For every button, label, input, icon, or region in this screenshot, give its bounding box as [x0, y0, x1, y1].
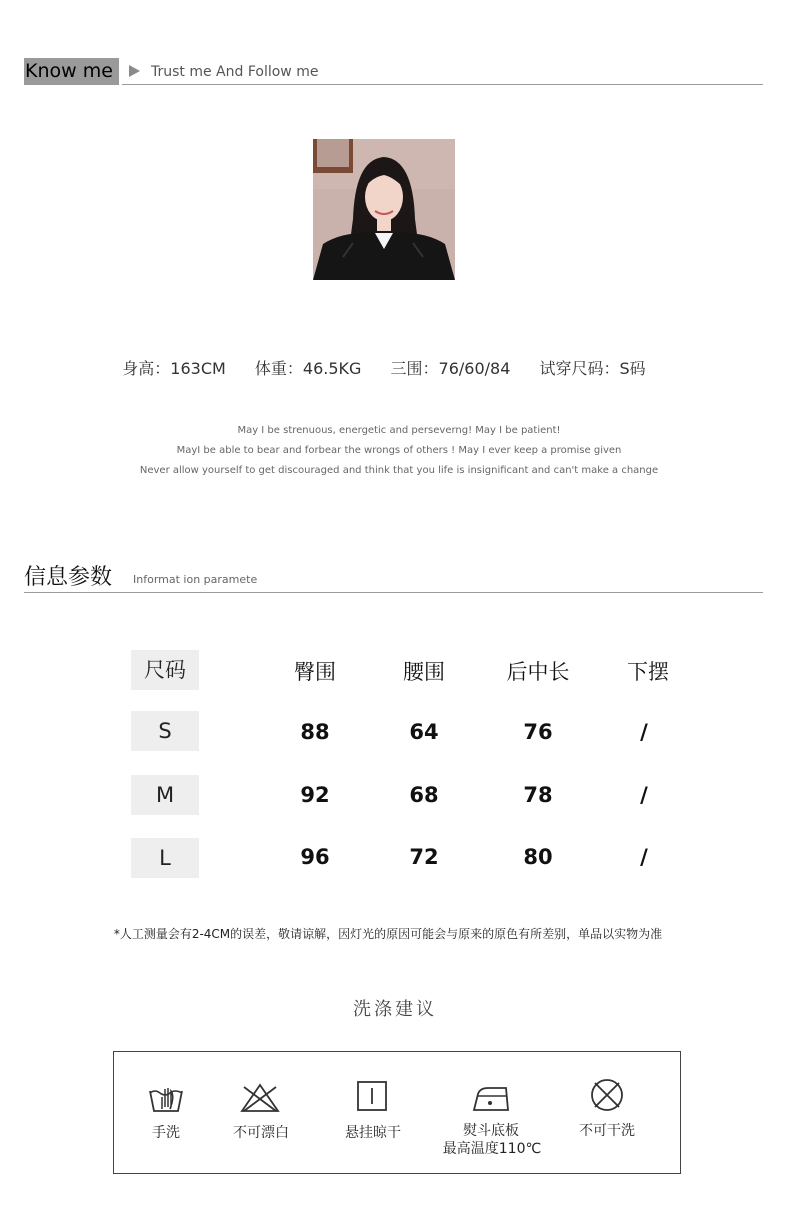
table-header-waist: 腰围 — [403, 660, 445, 684]
header-divider — [122, 84, 763, 85]
measurement-note: *人工测量会有2-4CM的误差，敬请谅解，因灯光的原因可能会与原来的原色有所差别，单品以实物为准 — [113, 927, 663, 941]
section-tagline: Trust me And Follow me — [151, 64, 319, 80]
hand-wash-icon — [148, 1083, 184, 1115]
table-header-hip: 臀围 — [294, 660, 336, 684]
table-header-length: 后中长 — [506, 660, 570, 684]
table-cell: 92 — [300, 783, 330, 807]
section-subtitle-info: Informat ion paramete — [133, 573, 258, 586]
no-bleach-icon — [240, 1083, 280, 1113]
wash-label: 悬挂晾干 — [345, 1125, 401, 1141]
no-dry-clean-icon — [589, 1077, 625, 1113]
motto-line: MayI be able to bear and forbear the wrongs of others ! May I ever keep a promise given — [176, 445, 622, 456]
table-cell: / — [640, 783, 648, 807]
washing-title: 洗涤建议 — [353, 999, 437, 1020]
motto-line: May I be strenuous, energetic and perseverng! May I be patient! — [237, 425, 561, 436]
table-header-hem: 下摆 — [627, 660, 669, 684]
model-fit-size: 试穿尺码：S码 — [539, 359, 646, 378]
table-cell: 88 — [300, 720, 330, 744]
table-cell: / — [640, 720, 648, 744]
table-header-size: 尺码 — [131, 650, 199, 690]
table-row-size: M — [131, 775, 199, 815]
wash-label: 不可干洗 — [579, 1123, 635, 1139]
wash-label: 熨斗底板 — [463, 1123, 519, 1139]
table-cell: 64 — [409, 720, 439, 744]
section-title-know-me: Know me — [24, 58, 119, 85]
wash-label-sub: 最高温度110℃ — [442, 1141, 542, 1157]
wash-label: 不可漂白 — [233, 1125, 289, 1141]
table-cell: 78 — [523, 783, 553, 807]
table-cell: 80 — [523, 845, 553, 869]
model-measurements: 三围：76/60/84 — [390, 359, 511, 378]
table-cell: / — [640, 845, 648, 869]
table-cell: 72 — [409, 845, 439, 869]
model-height: 身高：163CM — [122, 359, 226, 378]
table-row-size: S — [131, 711, 199, 751]
model-weight: 体重：46.5KG — [254, 359, 362, 378]
hang-dry-icon — [356, 1080, 388, 1112]
table-cell: 76 — [523, 720, 553, 744]
section-title-info: 信息参数 — [24, 565, 113, 590]
triangle-arrow-icon — [129, 65, 140, 77]
info-divider — [24, 592, 763, 593]
model-stats — [0, 356, 768, 379]
iron-icon — [470, 1084, 512, 1112]
wash-label: 手洗 — [152, 1125, 180, 1141]
motto-line: Never allow yourself to get discouraged and think that you life is insignificant and can't make a change — [139, 465, 659, 476]
table-cell: 96 — [300, 845, 330, 869]
table-cell: 68 — [409, 783, 439, 807]
model-photo — [313, 139, 455, 280]
table-row-size: L — [131, 838, 199, 878]
